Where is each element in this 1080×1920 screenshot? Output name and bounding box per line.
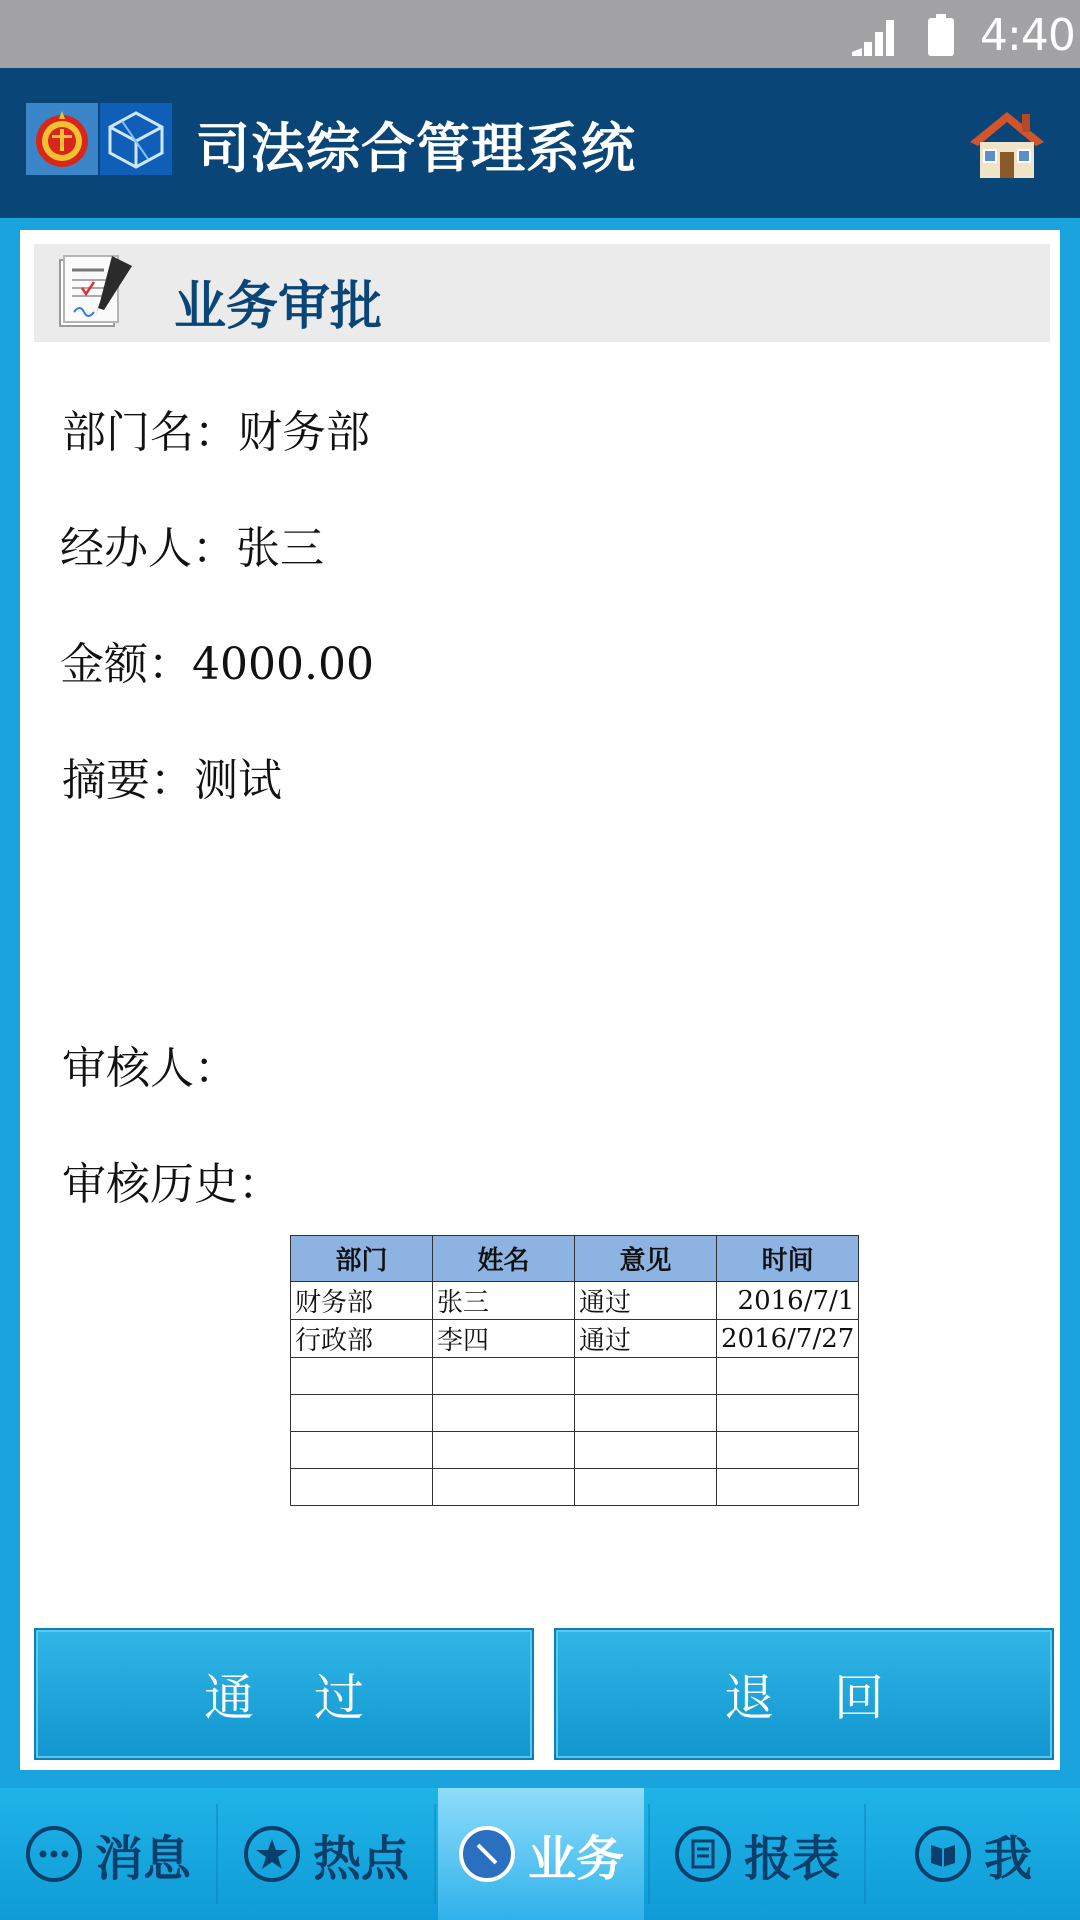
table-cell (717, 1469, 859, 1506)
return-button[interactable]: 退回 (554, 1628, 1054, 1760)
table-cell (433, 1358, 575, 1395)
table-cell (291, 1395, 433, 1432)
nav-item-reports[interactable] (650, 1788, 864, 1920)
handler-value: 张三 (236, 523, 324, 574)
table-cell (433, 1432, 575, 1469)
summary-field (62, 744, 282, 808)
table-cell (291, 1358, 433, 1395)
table-cell (291, 1432, 433, 1469)
table-header: 部门 (291, 1236, 433, 1282)
table-header-row (291, 1236, 859, 1282)
table-cell (717, 1358, 859, 1395)
department-field (62, 396, 370, 460)
compass-icon (458, 1825, 516, 1883)
table-cell: 李四 (433, 1320, 575, 1358)
app-header (0, 68, 1080, 218)
table-header: 时间 (717, 1236, 859, 1282)
nav-label: 热点 (312, 1830, 409, 1887)
nav-item-messages[interactable] (0, 1788, 216, 1920)
content-frame (0, 218, 1080, 1788)
reviewer-label: 审核人： (62, 1043, 238, 1094)
summary-value: 测试 (194, 755, 282, 806)
table-cell (717, 1395, 859, 1432)
table-cell: 张三 (433, 1282, 575, 1320)
table-row (291, 1358, 859, 1395)
section-title: 业务审批 (174, 277, 383, 337)
table-cell: 2016/7/1 (717, 1282, 859, 1320)
nav-label: 业务 (527, 1830, 624, 1887)
history-label: 审核历史： (62, 1159, 282, 1210)
history-table (290, 1235, 859, 1506)
report-icon (674, 1825, 732, 1883)
nav-item-business[interactable] (438, 1788, 644, 1920)
table-cell: 行政部 (291, 1320, 433, 1358)
handler-field (60, 512, 324, 576)
nav-label: 报表 (743, 1830, 840, 1887)
nav-label: 消息 (94, 1830, 191, 1887)
history-field (62, 1148, 282, 1212)
nav-divider (434, 1804, 436, 1904)
table-row (291, 1469, 859, 1506)
table-cell (575, 1432, 717, 1469)
table-row (291, 1282, 859, 1320)
app-title: 司法综合管理系统 (196, 117, 636, 180)
cube-logo-icon (100, 103, 172, 175)
department-value: 财务部 (238, 407, 370, 458)
table-cell: 2016/7/27 (717, 1320, 859, 1358)
table-cell (433, 1469, 575, 1506)
nav-label: 我 (983, 1830, 1032, 1887)
section-header (34, 244, 1050, 342)
table-cell: 通过 (575, 1282, 717, 1320)
nav-item-hot[interactable] (218, 1788, 434, 1920)
table-header: 姓名 (433, 1236, 575, 1282)
status-bar (0, 0, 1080, 68)
table-header: 意见 (575, 1236, 717, 1282)
handler-label: 经办人： (60, 523, 236, 574)
document-sign-icon (54, 252, 136, 332)
table-cell (575, 1358, 717, 1395)
home-icon[interactable] (968, 108, 1046, 180)
summary-label: 摘要： (62, 755, 194, 806)
table-cell (433, 1395, 575, 1432)
department-label: 部门名： (62, 407, 238, 458)
approval-card (20, 230, 1060, 1770)
book-icon (914, 1825, 972, 1883)
chat-icon (25, 1825, 83, 1883)
table-row (291, 1395, 859, 1432)
table-cell (717, 1432, 859, 1469)
table-row (291, 1432, 859, 1469)
table-cell (575, 1395, 717, 1432)
amount-value: 4000.00 (192, 639, 374, 690)
table-cell: 通过 (575, 1320, 717, 1358)
table-cell (291, 1469, 433, 1506)
approve-button[interactable]: 通过 (34, 1628, 534, 1760)
amount-label: 金额： (60, 639, 192, 690)
nav-item-me[interactable] (866, 1788, 1080, 1920)
court-emblem-icon (26, 103, 98, 175)
signal-icon (852, 16, 898, 56)
table-row (291, 1320, 859, 1358)
amount-field (60, 628, 374, 692)
battery-icon (928, 14, 954, 56)
table-cell (575, 1469, 717, 1506)
reviewer-field (62, 1032, 238, 1096)
star-icon (243, 1825, 301, 1883)
bottom-nav (0, 1788, 1080, 1920)
status-time: 4:40 (980, 10, 1075, 61)
table-cell: 财务部 (291, 1282, 433, 1320)
